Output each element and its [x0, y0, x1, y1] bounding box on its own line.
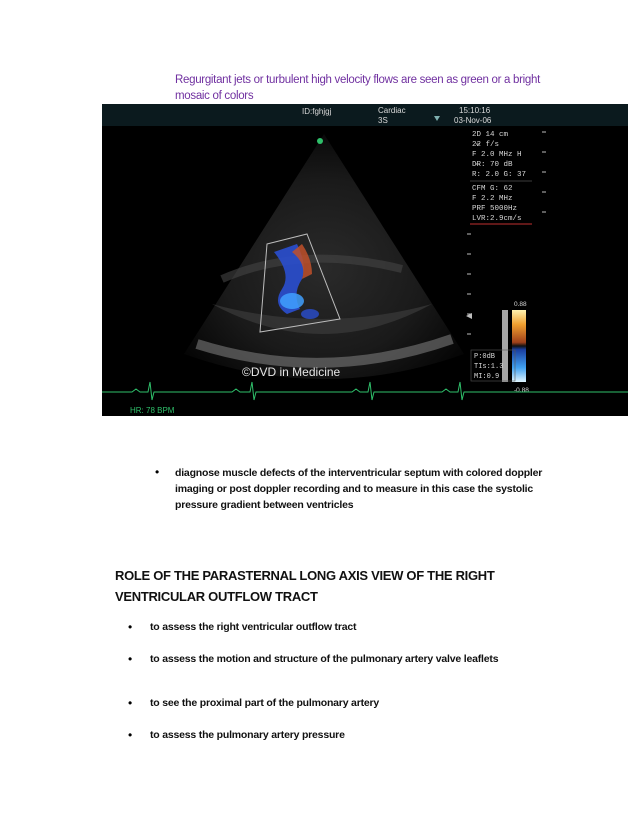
image-caption: Regurgitant jets or turbulent high velocity flows are seen as green or a bright mosaic of colors	[175, 74, 540, 102]
probe-label: 3S	[378, 116, 388, 125]
depth-scale	[467, 234, 471, 334]
readout-power: P:0dB	[474, 353, 496, 361]
bullet-text: diagnose muscle defects of the interventricular septum with colored doppler imaging or post doppler recording and to measure in this case the systolic pressure gradient between ventricles	[175, 467, 543, 511]
bullet-item-septum	[155, 465, 555, 513]
header-bar	[102, 104, 628, 126]
param-cfm-frequency: F 2.2 MHz	[472, 195, 513, 203]
readout-mi: MI:0.9	[474, 373, 500, 381]
heart-rate-readout: HR: 78 BPM	[130, 406, 175, 415]
param-gain: R: 2.0 G: 37	[472, 171, 527, 179]
echocardiogram-image	[102, 104, 628, 416]
param-frequency: F 2.0 MHz H	[472, 151, 522, 159]
param-cfm-gain: CFM G: 62	[472, 185, 513, 193]
readout-tis: TIs:1.3	[474, 363, 504, 371]
focus-marker-icon	[317, 138, 323, 144]
color-velocity-bar	[512, 310, 526, 382]
list-item-text: to see the proximal part of the pulmonary artery	[150, 697, 380, 709]
time-readout: 15:10:16	[459, 106, 491, 115]
param-dynamic-range: DR: 70 dB	[472, 161, 513, 169]
patient-id: ID:fghjgj	[302, 107, 332, 116]
bullet-icon: •	[128, 652, 133, 666]
section-heading: ROLE OF THE PARASTERNAL LONG AXIS VIEW OF THE RIGHT VENTRICULAR OUTFLOW TRACT	[115, 568, 495, 604]
bullet-icon: •	[128, 620, 133, 634]
list-item-text: to assess the motion and structure of the pulmonary artery valve leaflets	[150, 653, 499, 665]
bullet-icon: •	[128, 696, 133, 710]
param-frame-rate: 22 f/s	[472, 141, 500, 149]
scale-top-label: 0.88	[514, 301, 527, 308]
param-lvr: LVR:2.9cm/s	[472, 215, 522, 223]
ecg-trace	[102, 382, 628, 400]
list-item-text: to assess the right ventricular outflow tract	[150, 621, 357, 633]
bullet-icon: •	[155, 465, 160, 479]
param-2d-depth: 2D 14 cm	[472, 131, 509, 139]
ultrasound-svg	[102, 104, 628, 416]
watermark-text: ©DVD in Medicine	[242, 365, 341, 379]
list-item-text: to assess the pulmonary artery pressure	[150, 729, 345, 741]
date-readout: 03-Nov-06	[454, 116, 492, 125]
bullet-icon: •	[128, 728, 133, 742]
scale-bottom-label: -0.88	[514, 387, 529, 394]
preset-label: Cardiac	[378, 106, 406, 115]
param-prf: PRF 5000Hz	[472, 205, 518, 213]
